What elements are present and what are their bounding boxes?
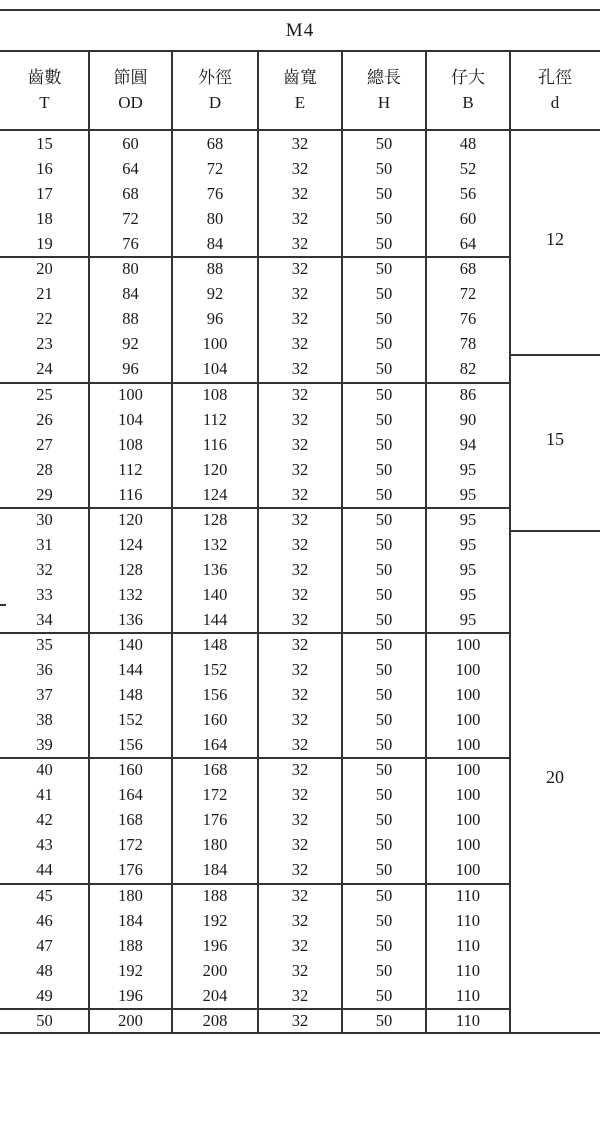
- table-cell: 50: [375, 710, 393, 730]
- table-cell: 128: [202, 509, 228, 529]
- table-cell: 50: [375, 359, 393, 379]
- table-cell: 92: [122, 334, 139, 354]
- table-cell: 32: [291, 810, 309, 830]
- header-label: 仔大: [451, 68, 485, 87]
- table-cell: 50: [375, 184, 393, 204]
- table-cell: 156: [118, 735, 143, 755]
- table-cell: 49: [36, 985, 53, 1005]
- table-cell: 32: [291, 910, 309, 930]
- table-cell: 22: [36, 309, 53, 329]
- table-cell: 50: [36, 1010, 53, 1030]
- table-cell: 172: [118, 835, 143, 855]
- table-cell: 50: [375, 409, 393, 429]
- table-cell: 132: [202, 534, 228, 554]
- table-cell: 116: [118, 484, 143, 504]
- table-cell: 196: [118, 985, 143, 1005]
- table-cell: 32: [291, 534, 309, 554]
- table-cell: 100: [455, 735, 481, 755]
- table-cell: 31: [36, 534, 53, 554]
- table-cell: 144: [118, 660, 143, 680]
- table-cell: 112: [118, 459, 143, 479]
- table-cell: 30: [36, 509, 53, 529]
- table-cell: 50: [375, 1010, 393, 1030]
- table-title: M4: [285, 20, 315, 41]
- table-cell: 68: [206, 134, 224, 153]
- table-cell: 124: [202, 484, 228, 504]
- table-cell: 17: [36, 184, 53, 204]
- table-cell: 84: [122, 284, 139, 304]
- table-cell: 46: [36, 910, 53, 930]
- table-cell: 15: [36, 134, 53, 153]
- header-symbol: H: [377, 93, 391, 112]
- table-cell: 110: [455, 985, 481, 1005]
- table-cell: 50: [375, 509, 393, 529]
- table-cell: 148: [118, 685, 143, 705]
- table-cell: 50: [375, 810, 393, 830]
- table-cell: 188: [202, 885, 228, 905]
- table-cell: 120: [202, 459, 228, 479]
- table-cell: 104: [118, 409, 143, 429]
- table-cell: 48: [36, 960, 53, 980]
- table-cell: 60: [122, 134, 139, 153]
- table-cell: 32: [291, 509, 309, 529]
- table-cell: 172: [202, 785, 228, 805]
- header-label: 齒寬: [283, 68, 317, 87]
- table-cell: 164: [118, 785, 143, 805]
- table-cell: 90: [459, 409, 477, 429]
- table-cell: 29: [36, 484, 53, 504]
- table-cell: 47: [36, 935, 53, 955]
- table-cell: 32: [291, 735, 309, 755]
- table-cell: 176: [202, 810, 228, 830]
- table-cell: 25: [36, 384, 53, 404]
- table-cell: 50: [375, 735, 393, 755]
- table-cell: 50: [375, 134, 393, 153]
- table-cell: 50: [375, 434, 393, 454]
- table-cell: 32: [291, 584, 309, 604]
- table-cell: 50: [375, 159, 393, 179]
- table-cell: 110: [455, 935, 481, 955]
- table-cell: 72: [122, 209, 139, 229]
- table-cell: 84: [206, 234, 224, 254]
- table-cell: 50: [375, 534, 393, 554]
- header-symbol: OD: [118, 93, 143, 112]
- table-cell: 68: [459, 259, 477, 279]
- table-cell: 50: [375, 609, 393, 629]
- table-cell: 50: [375, 785, 393, 805]
- table-cell: 50: [375, 835, 393, 855]
- table-cell: 76: [122, 234, 139, 254]
- table-cell: 32: [291, 184, 309, 204]
- header-label: 總長: [367, 68, 401, 87]
- table-cell: 50: [375, 284, 393, 304]
- table-cell: 52: [459, 159, 477, 179]
- table-cell: 180: [118, 885, 143, 905]
- table-cell: 50: [375, 334, 393, 354]
- table-cell: 108: [118, 434, 143, 454]
- table-cell: 152: [118, 710, 143, 730]
- table-cell: 32: [291, 635, 309, 654]
- table-cell: 140: [202, 584, 228, 604]
- table-cell: 95: [459, 584, 477, 604]
- table-cell: 204: [202, 985, 228, 1005]
- table-cell: 32: [291, 935, 309, 955]
- table-cell: 80: [206, 209, 224, 229]
- table-cell: 50: [375, 584, 393, 604]
- header-symbol: T: [39, 93, 50, 112]
- table-cell: 196: [202, 935, 228, 955]
- table-cell: 100: [455, 785, 481, 805]
- table-cell: 176: [118, 860, 143, 880]
- table-cell: 95: [459, 459, 477, 479]
- table-cell: 32: [291, 985, 309, 1005]
- table-cell: 23: [36, 334, 53, 354]
- table-cell: 124: [118, 534, 143, 554]
- table-cell: 100: [118, 384, 143, 404]
- table-cell: 32: [291, 384, 309, 404]
- header-symbol: B: [462, 93, 474, 112]
- table-cell: 96: [206, 309, 224, 329]
- table-cell: 19: [36, 234, 53, 254]
- table-cell: 50: [375, 209, 393, 229]
- table-cell: 140: [118, 635, 143, 654]
- table-cell: 45: [36, 885, 53, 905]
- table-cell: 94: [459, 434, 477, 454]
- table-cell: 100: [455, 760, 481, 780]
- table-cell: 104: [202, 359, 228, 379]
- table-cell: 152: [202, 660, 228, 680]
- table-cell: 50: [375, 234, 393, 254]
- table-cell: 168: [118, 810, 143, 830]
- table-cell: 32: [291, 1010, 309, 1030]
- table-cell: 50: [375, 960, 393, 980]
- table-cell: 116: [202, 434, 228, 454]
- table-cell: 32: [291, 484, 309, 504]
- table-cell: 68: [122, 184, 139, 204]
- table-cell: 32: [291, 159, 309, 179]
- bore-value: 15: [546, 429, 564, 450]
- table-cell: 72: [459, 284, 477, 304]
- table-cell: 50: [375, 259, 393, 279]
- table-cell: 96: [122, 359, 139, 379]
- table-cell: 50: [375, 559, 393, 579]
- table-cell: 32: [291, 284, 309, 304]
- header-symbol: d: [550, 93, 560, 112]
- table-cell: 42: [36, 810, 53, 830]
- table-cell: 148: [202, 635, 228, 654]
- table-cell: 41: [36, 785, 53, 805]
- table-cell: 64: [459, 234, 477, 254]
- table-cell: 100: [455, 635, 481, 654]
- table-cell: 32: [291, 785, 309, 805]
- table-top-border: [0, 9, 600, 11]
- table-cell: 188: [118, 935, 143, 955]
- table-cell: 88: [122, 309, 139, 329]
- table-cell: 108: [202, 384, 228, 404]
- table-cell: 92: [206, 284, 224, 304]
- header-label: 節圓: [113, 68, 148, 87]
- table-cell: 88: [206, 259, 224, 279]
- table-cell: 32: [291, 660, 309, 680]
- table-cell: 27: [36, 434, 53, 454]
- table-cell: 32: [291, 234, 309, 254]
- table-cell: 100: [455, 860, 481, 880]
- table-cell: 32: [291, 334, 309, 354]
- table-cell: 32: [291, 559, 309, 579]
- table-cell: 37: [36, 685, 53, 705]
- table-cell: 100: [455, 660, 481, 680]
- table-cell: 38: [36, 710, 53, 730]
- table-cell: 26: [36, 409, 53, 429]
- table-cell: 100: [455, 685, 481, 705]
- table-cell: 192: [118, 960, 143, 980]
- table-cell: 110: [455, 885, 481, 905]
- table-cell: 110: [455, 910, 481, 930]
- table-cell: 32: [291, 459, 309, 479]
- table-cell: 50: [375, 885, 393, 905]
- table-cell: 34: [36, 609, 53, 629]
- table-cell: 35: [36, 635, 53, 654]
- table-cell: 128: [118, 559, 143, 579]
- table-cell: 136: [202, 559, 228, 579]
- header-symbol: E: [294, 93, 306, 112]
- table-cell: 32: [291, 309, 309, 329]
- table-cell: 112: [202, 409, 228, 429]
- table-cell: 16: [36, 159, 53, 179]
- table-cell: 32: [291, 760, 309, 780]
- table-cell: 76: [206, 184, 224, 204]
- table-cell: 18: [36, 209, 53, 229]
- table-cell: 50: [375, 660, 393, 680]
- table-cell: 208: [202, 1010, 228, 1030]
- table-cell: 50: [375, 935, 393, 955]
- table-cell: 28: [36, 459, 53, 479]
- table-cell: 20: [36, 259, 53, 279]
- table-cell: 50: [375, 309, 393, 329]
- table-cell: 50: [375, 384, 393, 404]
- table-cell: 43: [36, 835, 53, 855]
- table-cell: 164: [202, 735, 228, 755]
- header-label: 孔徑: [538, 68, 572, 87]
- table-cell: 50: [375, 910, 393, 930]
- table-cell: 95: [459, 609, 477, 629]
- table-cell: 32: [291, 409, 309, 429]
- table-cell: 160: [202, 710, 228, 730]
- table-cell: 200: [202, 960, 228, 980]
- table-cell: 184: [202, 860, 228, 880]
- table-cell: 44: [36, 860, 53, 880]
- table-cell: 180: [202, 835, 228, 855]
- table-cell: 184: [118, 910, 143, 930]
- table-cell: 48: [459, 134, 477, 153]
- table-cell: 100: [455, 835, 481, 855]
- bore-value: 20: [546, 767, 564, 788]
- table-cell: 192: [202, 910, 228, 930]
- table-cell: 200: [118, 1010, 143, 1030]
- table-cell: 86: [459, 384, 477, 404]
- table-cell: 32: [291, 860, 309, 880]
- table-cell: 50: [375, 985, 393, 1005]
- table-cell: 32: [291, 359, 309, 379]
- table-cell: 132: [118, 584, 143, 604]
- table-cell: 76: [459, 309, 477, 329]
- table-cell: 32: [291, 685, 309, 705]
- table-cell: 32: [291, 259, 309, 279]
- table-cell: 110: [455, 1010, 481, 1030]
- table-cell: 40: [36, 760, 53, 780]
- table-cell: 21: [36, 284, 53, 304]
- table-cell: 95: [459, 484, 477, 504]
- table-cell: 100: [455, 810, 481, 830]
- table-cell: 50: [375, 860, 393, 880]
- table-cell: 100: [202, 334, 228, 354]
- table-cell: 95: [459, 534, 477, 554]
- header-label: 外徑: [198, 68, 232, 87]
- table-cell: 156: [202, 685, 228, 705]
- table-cell: 80: [122, 259, 139, 279]
- table-cell: 72: [206, 159, 224, 179]
- table-cell: 32: [36, 559, 53, 579]
- table-cell: 24: [36, 359, 53, 379]
- bore-group-divider: [510, 354, 600, 356]
- table-cell: 82: [459, 359, 477, 379]
- table-cell: 32: [291, 209, 309, 229]
- bore-value: 12: [546, 228, 564, 249]
- table-cell: 120: [118, 509, 143, 529]
- table-cell: 50: [375, 635, 393, 654]
- table-cell: 32: [291, 134, 309, 153]
- table-cell: 95: [459, 559, 477, 579]
- table-cell: 168: [202, 760, 228, 780]
- table-cell: 78: [459, 334, 477, 354]
- header-symbol: D: [208, 93, 222, 112]
- table-cell: 50: [375, 760, 393, 780]
- table-cell: 32: [291, 710, 309, 730]
- table-cell: 160: [118, 760, 143, 780]
- table-cell: 60: [459, 209, 477, 229]
- table-cell: 50: [375, 484, 393, 504]
- table-cell: 95: [459, 509, 477, 529]
- table-cell: 110: [455, 960, 481, 980]
- bore-group-divider: [510, 530, 600, 532]
- table-cell: 50: [375, 459, 393, 479]
- header-label: 齒數: [27, 68, 62, 87]
- table-cell: 100: [455, 710, 481, 730]
- table-cell: 32: [291, 885, 309, 905]
- table-cell: 32: [291, 434, 309, 454]
- table-cell: 136: [118, 609, 143, 629]
- table-cell: 50: [375, 685, 393, 705]
- table-cell: 56: [459, 184, 477, 204]
- table-cell: 64: [122, 159, 139, 179]
- table-cell: 39: [36, 735, 53, 755]
- table-cell: 32: [291, 609, 309, 629]
- table-cell: 32: [291, 835, 309, 855]
- table-cell: 36: [36, 660, 53, 680]
- table-cell: 33: [36, 584, 53, 604]
- table-cell: 32: [291, 960, 309, 980]
- table-cell: 144: [202, 609, 228, 629]
